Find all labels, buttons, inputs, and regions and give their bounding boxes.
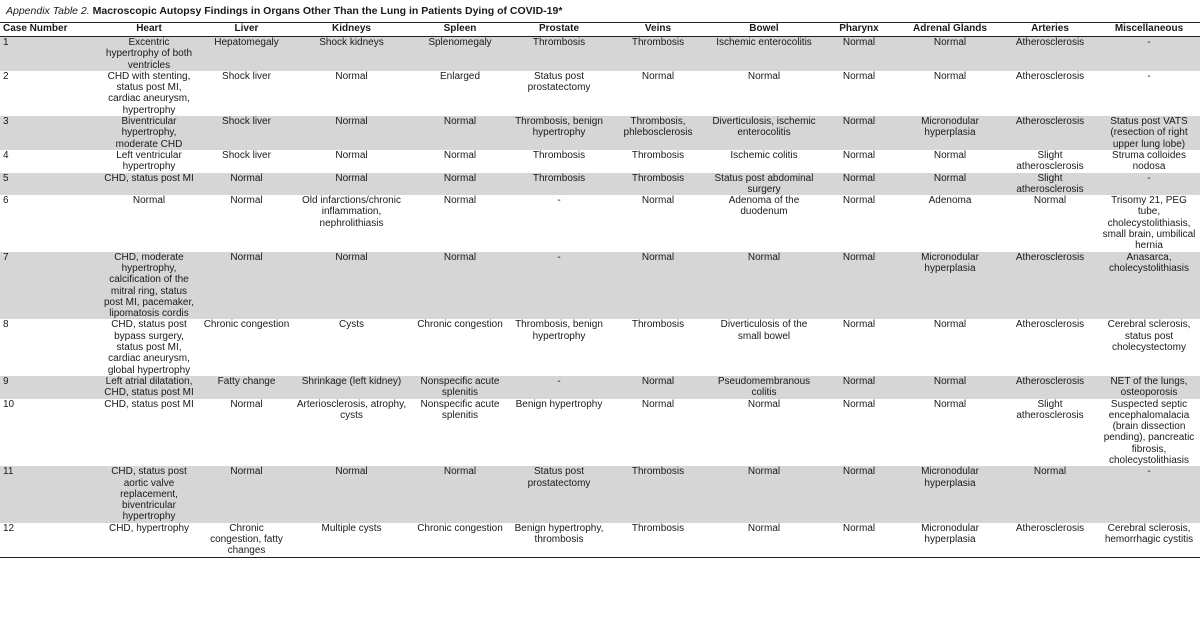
cell-kidneys: Normal: [335, 149, 368, 161]
cell-liver: Hepatomegaly: [200, 37, 293, 71]
cell-kidneys: Cysts: [339, 319, 364, 331]
cell-adrenal-glands: Normal: [933, 319, 967, 331]
cell-pharynx: Normal: [820, 252, 898, 320]
table-row: [0, 116, 1200, 150]
cell-heart: CHD, status post MI: [104, 398, 194, 410]
cell-heart: CHD, hypertrophy: [98, 523, 200, 557]
cell-case-number: 9: [0, 376, 98, 399]
table-row: [0, 466, 1200, 522]
cell-adrenal-glands: Normal: [898, 37, 1002, 71]
cell-arteries: Normal: [1002, 466, 1098, 522]
cell-heart: Normal: [132, 195, 166, 207]
table-row: [0, 150, 1200, 173]
cell-miscellaneous: Cerebral sclerosis, hemorrhagic cystitis: [1098, 523, 1200, 557]
cell-bowel: Status post abdominal surgery: [708, 173, 820, 196]
cell-pharynx: Normal: [820, 523, 898, 557]
cell-arteries: Atherosclerosis: [1002, 252, 1098, 320]
caption-label: Appendix Table 2.: [6, 5, 90, 17]
cell-spleen: Normal: [410, 466, 510, 522]
column-header-case-number: Case Number: [0, 23, 98, 37]
cell-prostate: Thrombosis: [510, 173, 608, 196]
cell-kidneys: Old infarctions/chronic inflammation, nephrolithiasis: [302, 195, 401, 229]
cell-arteries: Atherosclerosis: [1002, 116, 1098, 150]
cell-veins: Normal: [641, 70, 675, 82]
table-row: [0, 195, 1200, 251]
cell-miscellaneous: -: [1147, 70, 1151, 82]
cell-pharynx: Normal: [842, 195, 876, 207]
cell-liver: Normal: [200, 466, 293, 522]
cell-bowel: Normal: [708, 466, 820, 522]
cell-heart: CHD, moderate hypertrophy, calcification of the mitral ring, status post MI, pacemaker, lipomatosis cordis: [98, 252, 200, 320]
cell-case-number: 6: [3, 195, 9, 207]
cell-bowel: Normal: [747, 70, 781, 82]
cell-miscellaneous: -: [1098, 173, 1200, 196]
cell-pharynx: Normal: [820, 376, 898, 399]
cell-liver: Normal: [230, 398, 263, 410]
cell-veins: Thrombosis: [608, 523, 708, 557]
cell-liver: Shock liver: [222, 149, 271, 161]
cell-kidneys: Normal: [335, 70, 368, 82]
cell-prostate: Status post prostatectomy: [510, 466, 608, 522]
table-row: [0, 37, 1200, 71]
table-body: [0, 37, 1200, 558]
cell-kidneys: Multiple cysts: [293, 523, 410, 557]
cell-pharynx: Normal: [820, 37, 898, 71]
cell-adrenal-glands: Normal: [898, 173, 1002, 196]
cell-kidneys: Shrinkage (left kidney): [293, 376, 410, 399]
cell-miscellaneous: Trisomy 21, PEG tube, cholecystolithiasis, small brain, umbilical hernia: [1102, 195, 1196, 252]
cell-prostate: Thrombosis, benign hypertrophy: [515, 319, 603, 342]
cell-arteries: Atherosclerosis: [1002, 523, 1098, 557]
cell-spleen: Normal: [410, 252, 510, 320]
cell-case-number: 11: [0, 466, 98, 522]
column-header-spleen: Spleen: [410, 23, 510, 37]
cell-liver: Fatty change: [200, 376, 293, 399]
cell-bowel: Pseudomembranous colitis: [708, 376, 820, 399]
column-header-heart: Heart: [98, 23, 200, 37]
cell-bowel: Ischemic colitis: [730, 149, 798, 161]
cell-case-number: 2: [3, 70, 9, 82]
cell-case-number: 4: [3, 149, 9, 161]
cell-adrenal-glands: Normal: [898, 376, 1002, 399]
cell-prostate: Thrombosis: [510, 37, 608, 71]
table-row: [0, 173, 1200, 196]
cell-veins: Thrombosis: [608, 173, 708, 196]
cell-adrenal-glands: Adenoma: [928, 195, 972, 207]
cell-veins: Normal: [608, 376, 708, 399]
cell-bowel: Ischemic enterocolitis: [708, 37, 820, 71]
table-row: [0, 523, 1200, 557]
cell-spleen: Enlarged: [439, 70, 481, 82]
cell-kidneys: Normal: [293, 116, 410, 150]
cell-adrenal-glands: Normal: [933, 70, 967, 82]
caption-title: Macroscopic Autopsy Findings in Organs Other Than the Lung in Patients Dying of COVID-19*: [92, 5, 563, 17]
cell-miscellaneous: Cerebral sclerosis, status post cholecystectomy: [1107, 319, 1191, 354]
cell-miscellaneous: Suspected septic encephalomalacia (brain dissection pending), pancreatic fibrosis, cholecystolithiasis: [1103, 398, 1195, 466]
cell-spleen: Normal: [410, 116, 510, 150]
cell-pharynx: Normal: [842, 319, 876, 331]
cell-arteries: Atherosclerosis: [1002, 37, 1098, 71]
cell-case-number: 12: [0, 523, 98, 557]
cell-miscellaneous: -: [1098, 466, 1200, 522]
cell-prostate: Benign hypertrophy: [515, 398, 603, 410]
cell-veins: Normal: [641, 398, 675, 410]
cell-spleen: Nonspecific acute splenitis: [420, 398, 500, 421]
cell-liver: Normal: [200, 252, 293, 320]
column-header-kidneys: Kidneys: [293, 23, 410, 37]
autopsy-findings-table: [0, 22, 1200, 558]
cell-kidneys: Shock kidneys: [293, 37, 410, 71]
cell-heart: CHD, status post MI: [98, 173, 200, 196]
cell-bowel: Diverticulosis of the small bowel: [720, 319, 808, 342]
table-row: [0, 399, 1200, 467]
column-header-liver: Liver: [200, 23, 293, 37]
cell-case-number: 7: [0, 252, 98, 320]
column-header-prostate: Prostate: [510, 23, 608, 37]
cell-liver: Chronic congestion: [203, 319, 290, 331]
cell-spleen: Normal: [443, 195, 477, 207]
cell-case-number: 3: [0, 116, 98, 150]
cell-arteries: Atherosclerosis: [1002, 376, 1098, 399]
cell-liver: Normal: [230, 195, 263, 207]
cell-liver: Shock liver: [200, 116, 293, 150]
cell-heart: CHD, status post bypass surgery, status post MI, cardiac aneurysm, global hypertrophy: [107, 319, 191, 376]
cell-pharynx: Normal: [842, 70, 876, 82]
column-header-miscellaneous: Miscellaneous: [1098, 23, 1200, 37]
cell-arteries: Slight atherosclerosis: [1016, 398, 1084, 421]
cell-case-number: 5: [0, 173, 98, 196]
cell-arteries: Slight atherosclerosis: [1016, 149, 1084, 173]
cell-veins: Thrombosis: [608, 466, 708, 522]
cell-heart: Left ventricular hypertrophy: [116, 149, 182, 173]
cell-veins: Thrombosis: [608, 37, 708, 71]
cell-veins: Thrombosis: [631, 319, 685, 331]
cell-miscellaneous: NET of the lungs, osteoporosis: [1098, 376, 1200, 399]
table-row: [0, 71, 1200, 116]
cell-veins: Thrombosis: [631, 149, 685, 161]
cell-adrenal-glands: Micronodular hyperplasia: [898, 116, 1002, 150]
cell-miscellaneous: -: [1098, 37, 1200, 71]
column-header-veins: Veins: [608, 23, 708, 37]
cell-adrenal-glands: Micronodular hyperplasia: [898, 523, 1002, 557]
cell-arteries: Atherosclerosis: [1015, 319, 1085, 331]
column-header-bowel: Bowel: [708, 23, 820, 37]
cell-bowel: Adenoma of the duodenum: [728, 195, 800, 218]
table-caption: [0, 0, 1200, 22]
cell-spleen: Chronic congestion: [410, 523, 510, 557]
cell-bowel: Normal: [747, 398, 781, 410]
cell-heart: Left atrial dilatation, CHD, status post MI: [98, 376, 200, 399]
cell-pharynx: Normal: [820, 466, 898, 522]
cell-adrenal-glands: Micronodular hyperplasia: [898, 466, 1002, 522]
cell-heart: Biventricular hypertrophy, moderate CHD: [98, 116, 200, 150]
cell-adrenal-glands: Normal: [933, 149, 967, 161]
header-row: [0, 23, 1200, 37]
cell-liver: Shock liver: [222, 70, 271, 82]
column-header-arteries: Arteries: [1002, 23, 1098, 37]
cell-case-number: 1: [0, 37, 98, 71]
cell-pharynx: Normal: [820, 173, 898, 196]
cell-prostate: -: [510, 376, 608, 399]
cell-veins: Thrombosis, phlebosclerosis: [608, 116, 708, 150]
cell-liver: Normal: [200, 173, 293, 196]
cell-pharynx: Normal: [820, 116, 898, 150]
cell-prostate: Thrombosis, benign hypertrophy: [510, 116, 608, 150]
cell-pharynx: Normal: [842, 398, 876, 410]
cell-miscellaneous: Struma colloides nodosa: [1112, 149, 1186, 173]
cell-arteries: Normal: [1033, 195, 1067, 207]
cell-pharynx: Normal: [842, 149, 876, 161]
cell-prostate: Benign hypertrophy, thrombosis: [510, 523, 608, 557]
cell-arteries: Atherosclerosis: [1015, 70, 1085, 82]
cell-prostate: Status post prostatectomy: [527, 70, 591, 94]
cell-miscellaneous: Anasarca, cholecystolithiasis: [1098, 252, 1200, 320]
cell-prostate: -: [557, 195, 561, 207]
cell-bowel: Normal: [708, 523, 820, 557]
cell-heart: CHD with stenting, status post MI, cardiac aneurysm, hypertrophy: [107, 70, 191, 116]
table-row: [0, 252, 1200, 320]
cell-spleen: Normal: [443, 149, 477, 161]
cell-case-number: 10: [3, 398, 15, 410]
cell-prostate: -: [510, 252, 608, 320]
cell-case-number: 8: [3, 319, 9, 331]
cell-kidneys: Arteriosclerosis, atrophy, cysts: [296, 398, 407, 421]
cell-adrenal-glands: Micronodular hyperplasia: [898, 252, 1002, 320]
cell-spleen: Splenomegaly: [410, 37, 510, 71]
cell-veins: Normal: [608, 252, 708, 320]
column-header-adrenal-glands: Adrenal Glands: [898, 23, 1002, 37]
cell-liver: Chronic congestion, fatty changes: [200, 523, 293, 557]
cell-arteries: Slight atherosclerosis: [1002, 173, 1098, 196]
cell-veins: Normal: [641, 195, 675, 207]
cell-heart: CHD, status post aortic valve replacement, biventricular hypertrophy: [98, 466, 200, 522]
cell-kidneys: Normal: [293, 252, 410, 320]
cell-kidneys: Normal: [293, 466, 410, 522]
cell-spleen: Chronic congestion: [417, 319, 503, 331]
table-row: [0, 376, 1200, 399]
cell-spleen: Normal: [410, 173, 510, 196]
cell-bowel: Normal: [708, 252, 820, 320]
table-row: [0, 319, 1200, 375]
column-header-pharynx: Pharynx: [820, 23, 898, 37]
cell-heart: Excentric hypertrophy of both ventricles: [98, 37, 200, 71]
cell-spleen: Nonspecific acute splenitis: [410, 376, 510, 399]
cell-prostate: Thrombosis: [532, 149, 586, 161]
cell-miscellaneous: Status post VATS (resection of right upper lung lobe): [1098, 116, 1200, 150]
cell-kidneys: Normal: [293, 173, 410, 196]
cell-adrenal-glands: Normal: [933, 398, 967, 410]
cell-bowel: Diverticulosis, ischemic enterocolitis: [708, 116, 820, 150]
